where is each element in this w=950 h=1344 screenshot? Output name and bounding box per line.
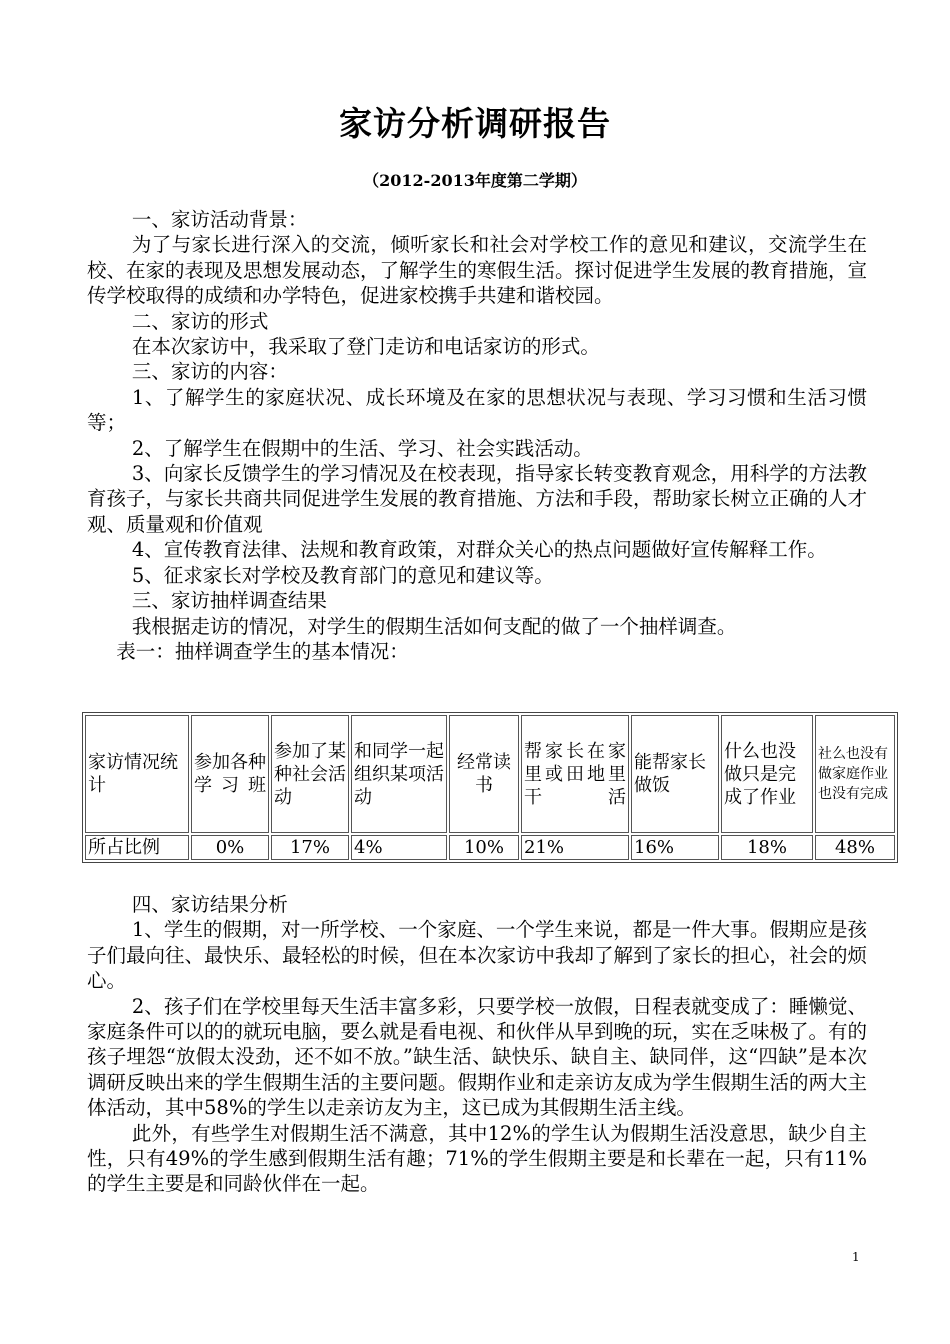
table-column-header: 参加各种学习班 bbox=[191, 715, 269, 833]
document-title: 家访分析调研报告 bbox=[339, 104, 611, 143]
table-column-header: 和同学一起组织某项活动 bbox=[351, 715, 447, 833]
section-heading: 三、家访的内容： bbox=[131, 360, 288, 384]
table-cell: 48% bbox=[815, 835, 895, 860]
list-item: 3、向家长反馈学生的学习情况及在校表现，指导家长转变教育观念，用科学的方法教育孩子，与家长共商共同促进学生发展的教育措施、方法和手段，帮助家长树立正确的人才观、质量观和价值观 bbox=[87, 462, 868, 536]
page-number: 1 bbox=[852, 1250, 860, 1264]
body-section-2 bbox=[87, 892, 867, 1197]
table-cell: 18% bbox=[721, 835, 813, 860]
paragraph: 2、孩子们在学校里每天生活丰富多彩，只要学校一放假，日程表就变成了：睡懒觉、家庭条件可以的的就玩电脑，要么就是看电视、和伙伴从早到晚的玩，实在乏味极了。有的孩子埋怨“放假太没劲，还不如不放。”缺生活、缺快乐、缺自主、缺同伴，这“四缺”是本次调研反映出来的学生假期生活的主要问题。假期作业和走亲访友成为学生假期生活的两大主体活动，其中58%的学生以走亲访友为主，这已成为其假期生活主线。 bbox=[87, 994, 868, 1120]
survey-table bbox=[82, 712, 898, 863]
table-column-header: 什么也没做只是完成了作业 bbox=[721, 715, 813, 833]
table-row bbox=[85, 835, 895, 860]
table-column-header: 能帮家长做饭 bbox=[631, 715, 719, 833]
paragraph: 在本次家访中，我采取了登门走访和电话家访的形式。 bbox=[131, 335, 600, 359]
section-heading: 一、家访活动背景： bbox=[131, 208, 308, 231]
document-subtitle: （2012-2013年度第二学期） bbox=[363, 171, 587, 190]
list-item: 4、宣传教育法律、法规和教育政策，对群众关心的热点问题做好宣传解释工作。 bbox=[131, 538, 827, 562]
paragraph: 1、学生的假期，对一所学校、一个家庭、一个学生来说，都是一件大事。假期应是孩子们最向往、最快乐、最轻松的时候，但在本次家访中我却了解到了家长的担心，社会的烦心。 bbox=[87, 918, 868, 993]
paragraph: 为了与家长进行深入的交流，倾听家长和社会对学校工作的意见和建议，交流学生在校、在家的表现及思想发展动态，了解学生的寒假生活。探讨促进学生发展的教育措施，宣传学校取得的成绩和办学特色，促进家校携手共建和谐校园。 bbox=[87, 233, 868, 308]
table-caption: 表一：抽样调查学生的基本情况： bbox=[116, 639, 409, 663]
table-cell: 17% bbox=[271, 835, 349, 860]
paragraph: 此外，有些学生对假期生活不满意，其中12%的学生认为假期生活没意思，缺少自主性，只有49%的学生感到假期生活有趣；71%的学生假期主要是和长辈在一起，只有11%的学生主要是和同龄伙伴在一起。 bbox=[87, 1121, 867, 1196]
list-item: 5、征求家长对学校及教育部门的意见和建议等。 bbox=[131, 563, 554, 587]
table-cell: 21% bbox=[521, 835, 629, 860]
table-cell: 4% bbox=[351, 835, 447, 860]
table-column-header: 帮家长在家里或田地里干活 bbox=[521, 715, 629, 833]
table-column-header: 参加了某种社会活动 bbox=[271, 715, 349, 833]
table-row-label: 所占比例 bbox=[85, 835, 189, 860]
list-item: 2、了解学生在假期中的生活、学习、社会实践活动。 bbox=[131, 436, 593, 460]
table-cell: 16% bbox=[631, 835, 719, 860]
paragraph: 我根据走访的情况，对学生的假期生活如何支配的做了一个抽样调查。 bbox=[131, 614, 737, 638]
table-column-header: 社么也没有做家庭作业也没有完成 bbox=[815, 715, 895, 833]
list-item: 1、了解学生的家庭状况、成长环境及在家的思想状况与表现、学习习惯和生活习惯等； bbox=[87, 385, 867, 435]
section-heading: 三、家访抽样调查结果 bbox=[131, 589, 327, 613]
table-header-row bbox=[85, 715, 895, 833]
table-column-header: 经常读书 bbox=[449, 715, 519, 833]
table-cell: 0% bbox=[191, 835, 269, 860]
body-section-1 bbox=[87, 207, 867, 664]
table-cell: 10% bbox=[449, 835, 519, 860]
section-heading: 四、家访结果分析 bbox=[131, 893, 288, 916]
table-row-header: 家访情况统计 bbox=[85, 715, 189, 833]
section-heading: 二、家访的形式 bbox=[131, 309, 269, 333]
